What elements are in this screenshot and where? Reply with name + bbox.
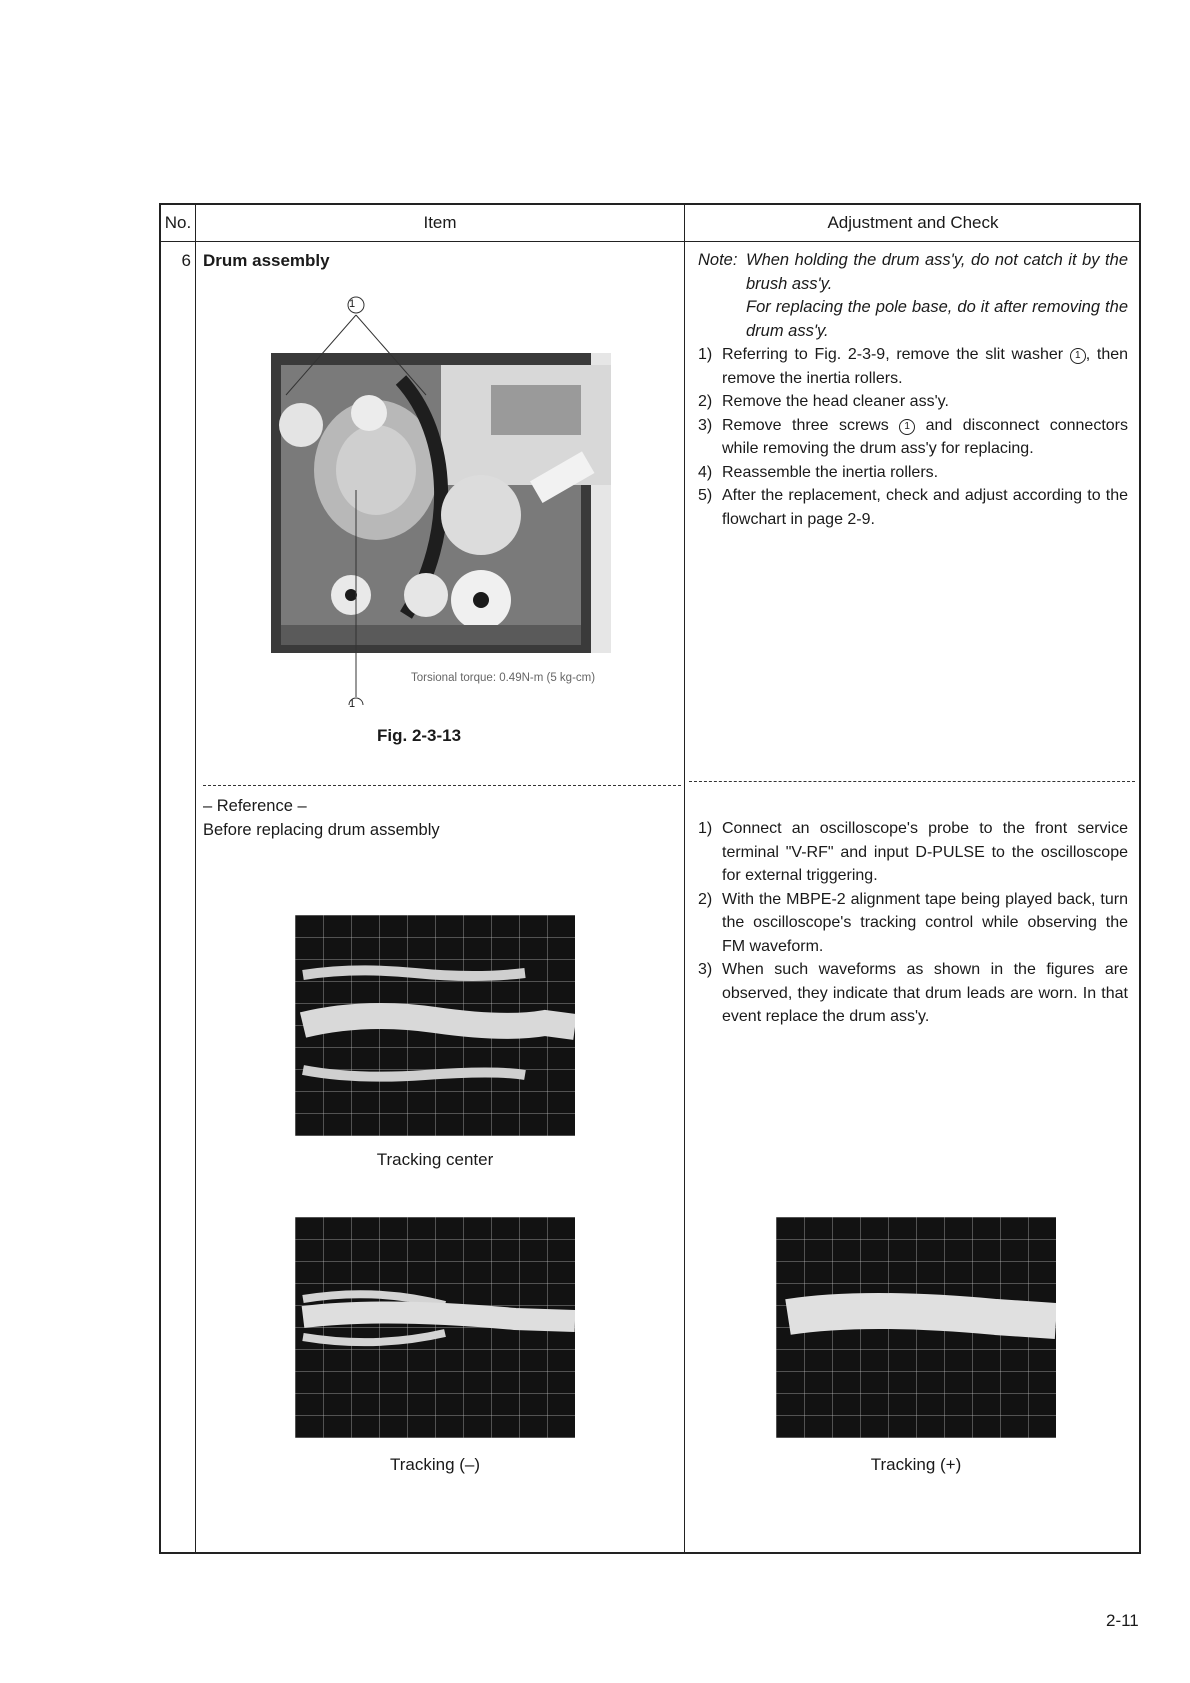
step-list [698, 343, 1128, 531]
step-number: 2) [698, 890, 713, 908]
adjustment-procedure [698, 249, 1128, 531]
reference-heading [203, 795, 440, 842]
drum-assembly-photo [241, 285, 621, 705]
step-number: 4) [698, 463, 713, 481]
step-number: 3) [698, 961, 713, 978]
step-number: 1) [698, 820, 713, 837]
note-line-2: For replacing the pole base, do it after removing the drum ass'y. [746, 298, 1128, 340]
header-no: No. [164, 213, 192, 232]
step-item [698, 484, 1128, 531]
adjustment-table [159, 203, 1141, 1554]
callout-number-icon: 1 [899, 419, 915, 435]
step-text: Remove three screws [722, 416, 900, 434]
header-adjustment: Adjustment and Check [827, 213, 999, 232]
note-prefix: Note: [698, 251, 738, 269]
step-text: Reassemble the inertia rollers. [722, 463, 939, 481]
dashed-separator [203, 785, 681, 786]
caption-tracking-plus: Tracking (+) [870, 1455, 962, 1474]
step-item [698, 414, 1128, 461]
reference-subtitle: Before replacing drum assembly [203, 820, 440, 839]
note [698, 249, 1128, 343]
caption-tracking-minus: Tracking (–) [389, 1455, 481, 1474]
step-text: When such waveforms as shown in the figures are observed, they indicate that drum leads are worn. In that event replace the drum ass'y. [722, 961, 1128, 1025]
reference-title: – Reference – [203, 797, 307, 815]
waveform-tracking-minus [295, 1217, 575, 1438]
step-text: Referring to Fig. 2-3-9, remove the slit washer [722, 346, 1070, 363]
step-text-continued: , then remove the inertia rollers. [722, 346, 1129, 387]
callout-number-icon: 1 [1070, 348, 1086, 364]
column-divider [684, 205, 685, 1552]
row-number: 6 [181, 251, 191, 270]
header-divider [161, 241, 1139, 242]
dashed-separator [689, 781, 1135, 782]
reference-step-item [698, 888, 1128, 959]
page-number: 2-11 [1106, 1611, 1139, 1630]
reference-step-list [698, 817, 1128, 1029]
callout-label-top: 1 [349, 298, 356, 310]
step-item [698, 461, 1128, 485]
step-number: 1) [698, 346, 713, 363]
column-divider [195, 205, 196, 1552]
header-item: Item [423, 213, 457, 232]
step-item [698, 343, 1128, 390]
waveform-tracking-plus [776, 1217, 1056, 1438]
step-text-continued: and disconnect connectors while removing the drum ass'y for replacing. [722, 416, 1128, 457]
step-number: 5) [698, 487, 713, 504]
step-text: After the replacement, check and adjust according to the flowchart in page 2-9. [722, 487, 1128, 528]
step-text: Remove the head cleaner ass'y. [722, 393, 949, 410]
note-line-1: When holding the drum ass'y, do not catch it by the brush ass'y. [746, 251, 1128, 293]
step-text: Connect an oscilloscope's probe to the front service terminal "V-RF" and input D-PULSE to the oscilloscope for external triggering. [722, 820, 1128, 884]
reference-step-item [698, 958, 1128, 1029]
step-item [698, 390, 1128, 414]
callout-label-bottom: 1 [349, 698, 356, 710]
torque-label: Torsional torque: 0.49N-m (5 kg-cm) [411, 672, 596, 684]
step-number: 2) [698, 393, 713, 410]
waveform-tracking-center [295, 915, 575, 1136]
caption-tracking-center: Tracking center [376, 1150, 494, 1169]
reference-step-item [698, 817, 1128, 888]
figure-caption: Fig. 2-3-13 [377, 726, 462, 745]
step-number: 3) [698, 416, 713, 434]
item-title: Drum assembly [203, 251, 330, 270]
step-text: With the MBPE-2 alignment tape being played back, turn the oscilloscope's tracking control while observing the FM waveform. [722, 890, 1128, 955]
